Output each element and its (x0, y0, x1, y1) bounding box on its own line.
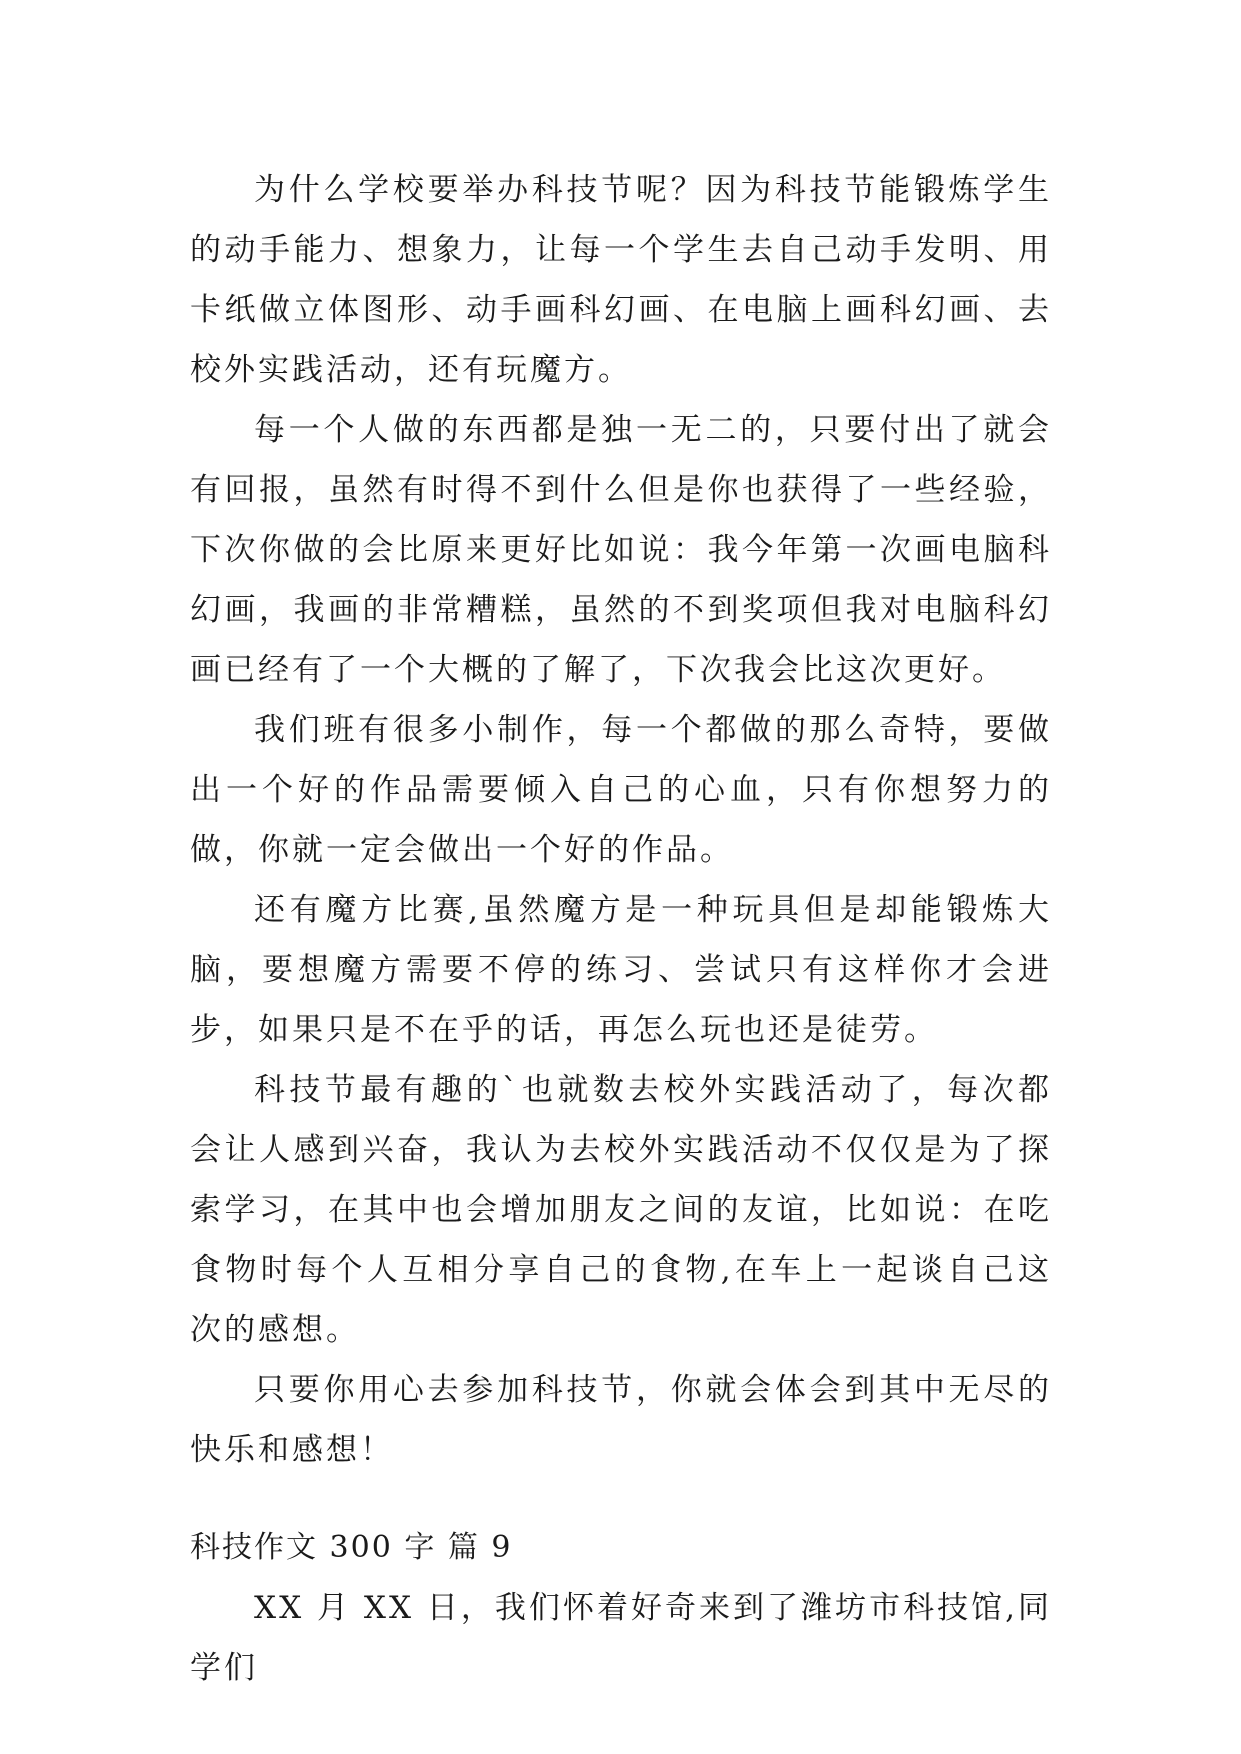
paragraph-6: 只要你用心去参加科技节，你就会体会到其中无尽的快乐和感想！ (190, 1372, 1052, 1468)
paragraph-7: XX 月 XX 日，我们怀着好奇来到了潍坊市科技馆,同学们 (190, 1590, 1052, 1686)
document-page (190, 160, 1052, 1698)
paragraph-1: 为什么学校要举办科技节呢？因为科技节能锻炼学生的动手能力、想象力，让每一个学生去自己动手发明、用卡纸做立体图形、动手画科幻画、在电脑上画科幻画、去校外实践活动，还有玩魔方。 (190, 172, 1052, 388)
paragraph-5: 科技节最有趣的`也就数去校外实践活动了，每次都会让人感到兴奋，我认为去校外实践活动不仅仅是为了探索学习，在其中也会增加朋友之间的友谊，比如说：在吃食物时每个人互相分享自己的食物,在车上一起谈自己这次的感想。 (190, 1072, 1052, 1348)
paragraph-2: 每一个人做的东西都是独一无二的，只要付出了就会有回报，虽然有时得不到什么但是你也获得了一些经验，下次你做的会比原来更好比如说：我今年第一次画电脑科幻画，我画的非常糟糕，虽然的不到奖项但我对电脑科幻画已经有了一个大概的了解了，下次我会比这次更好。 (190, 412, 1052, 688)
section-heading: 科技作文 300 字 篇 9 (190, 1530, 513, 1565)
paragraph-3: 我们班有很多小制作，每一个都做的那么奇特，要做出一个好的作品需要倾入自己的心血，只有你想努力的做，你就一定会做出一个好的作品。 (190, 712, 1052, 868)
paragraph-4: 还有魔方比赛,虽然魔方是一种玩具但是却能锻炼大脑，要想魔方需要不停的练习、尝试只有这样你才会进步，如果只是不在乎的话，再怎么玩也还是徒劳。 (190, 892, 1052, 1048)
